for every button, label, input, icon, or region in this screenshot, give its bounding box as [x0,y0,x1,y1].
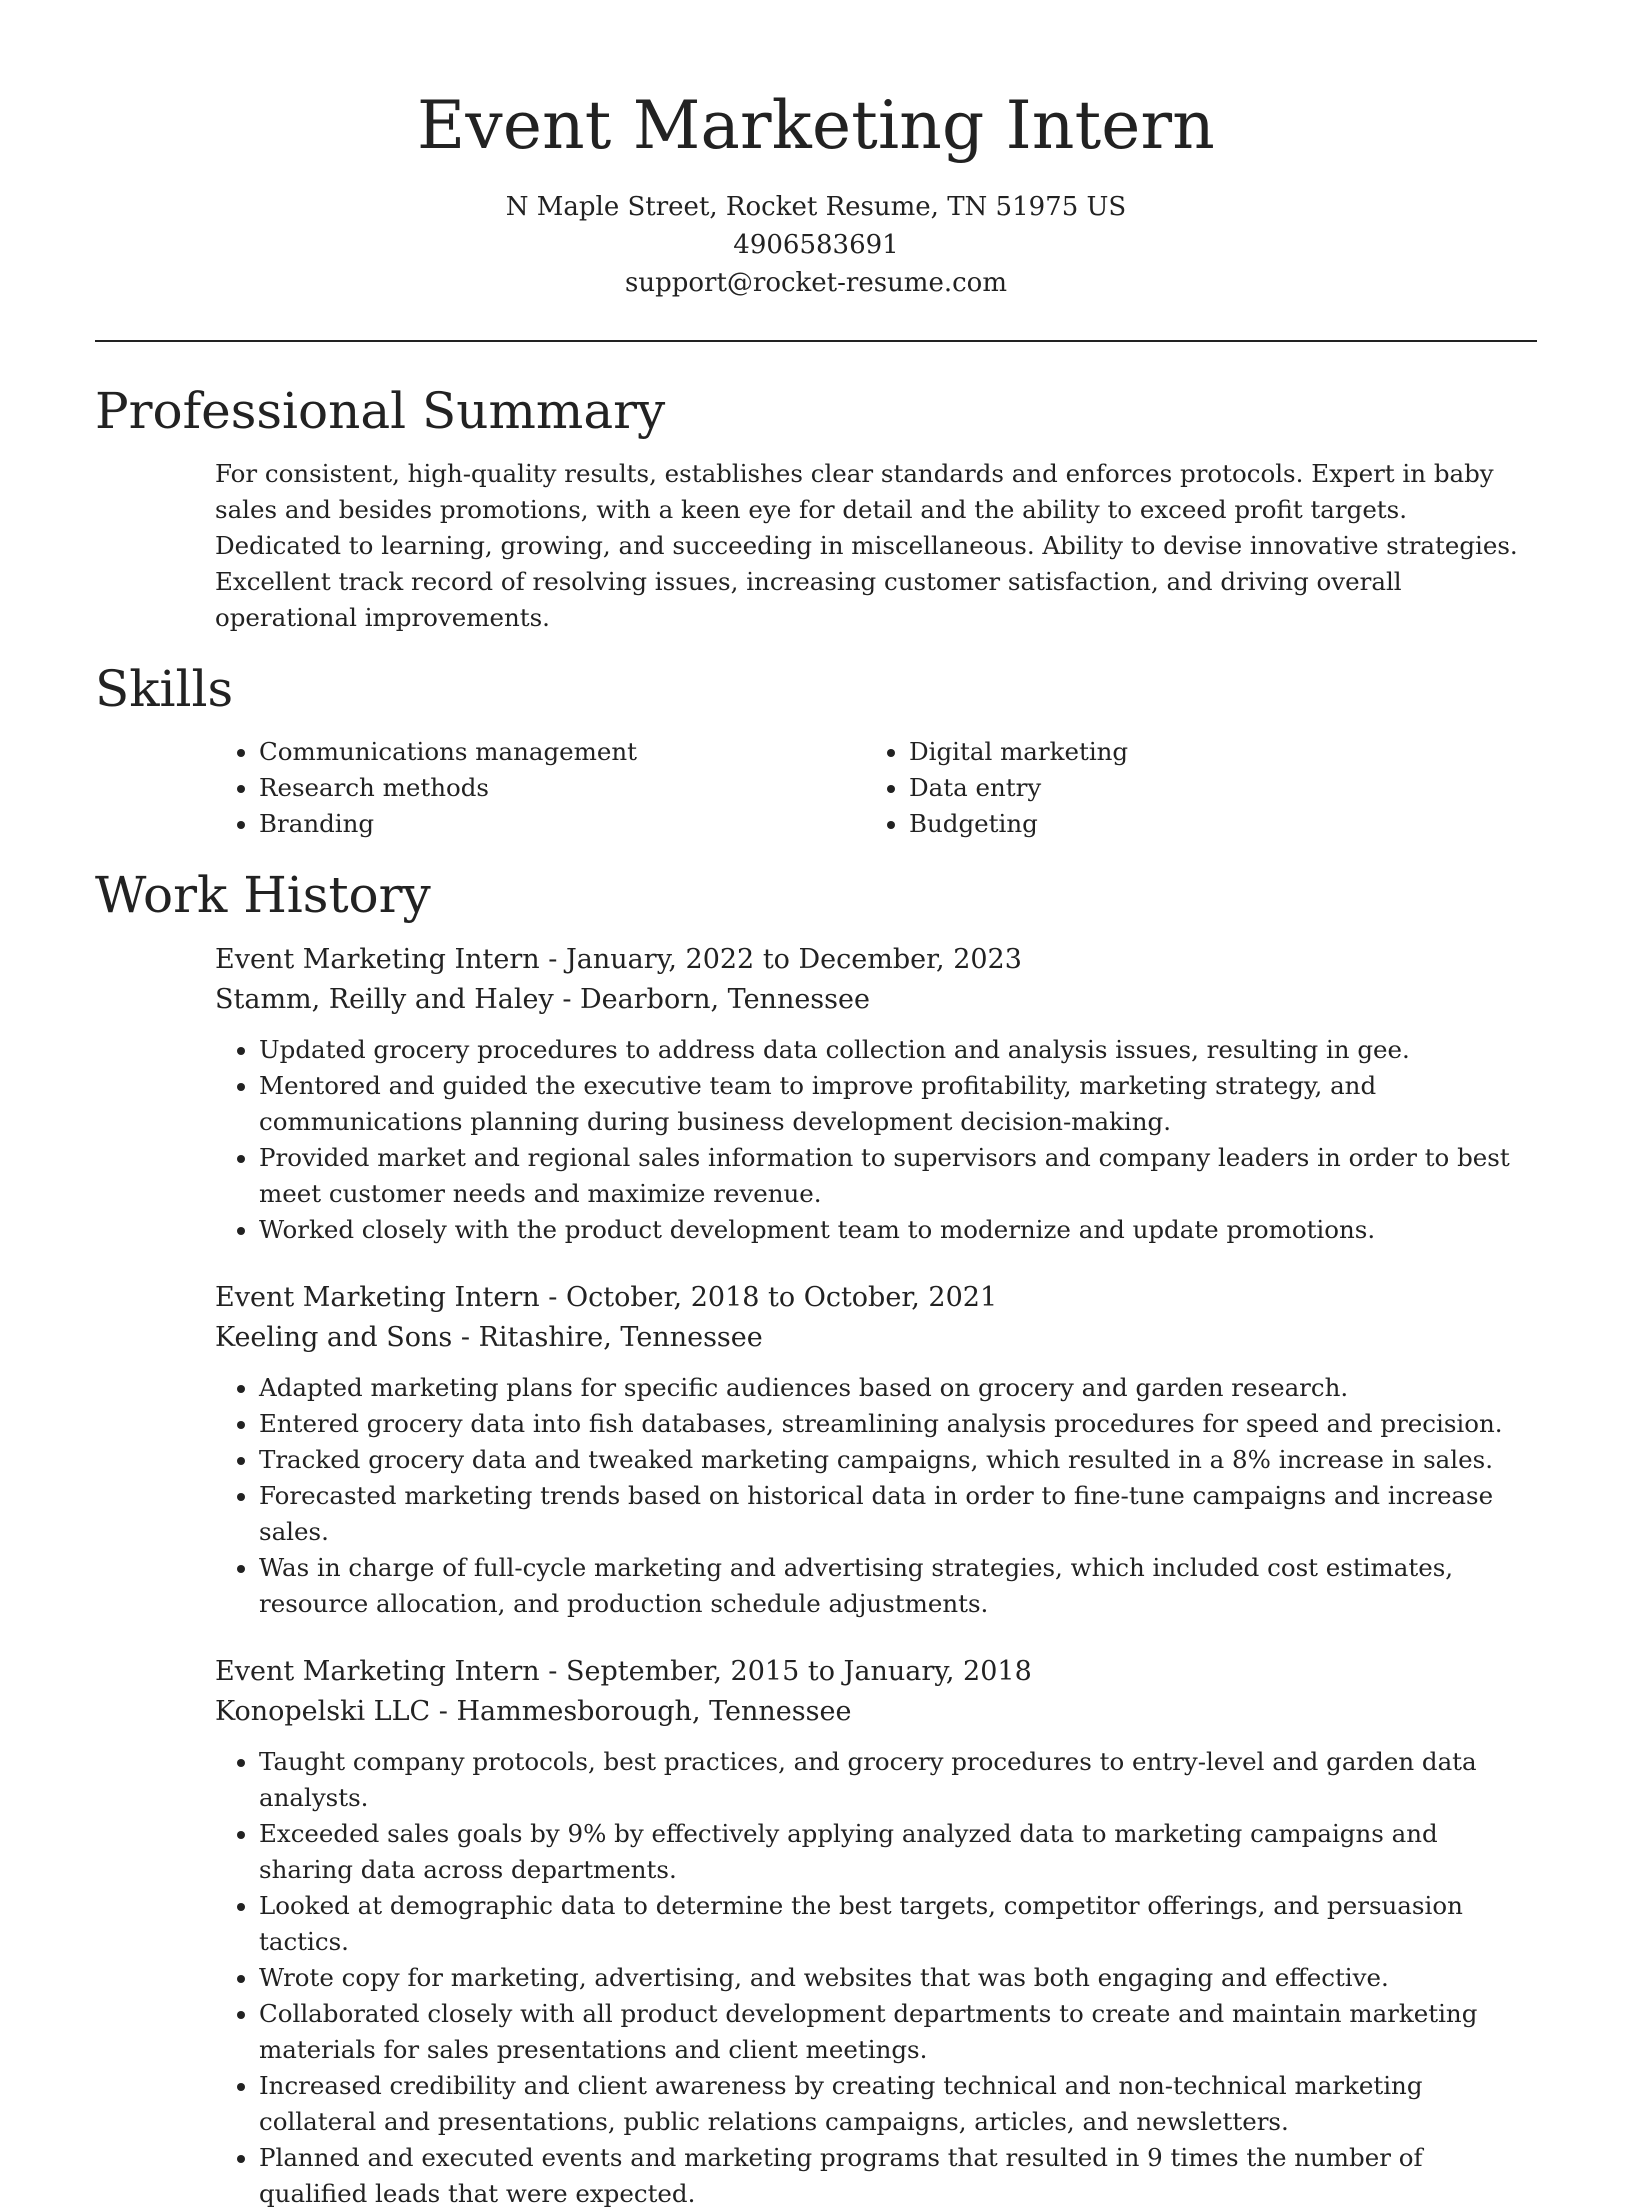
skills-section [95,658,1537,842]
job-dates: October, 2018 to October, 2021 [565,1282,998,1313]
job-bullet: • Updated grocery procedures to address data collection and analysis issues, resulting in gee. [259,1032,1537,1068]
skills-grid [215,734,1537,842]
job-title: Event Marketing Intern [215,1282,540,1313]
job-bullet: • Increased credibility and client awareness by creating technical and non-technical marketing collateral and presentations, public relations campaigns, articles, and newsletters. [259,2068,1537,2140]
skill-item: • Budgeting [909,806,1515,842]
job-location: Hammesborough, Tennessee [456,1696,852,1727]
contact-phone: 4906583691 [733,230,899,260]
job-bullet: • Worked closely with the product development team to modernize and update promotions. [259,1212,1537,1248]
job-dates: September, 2015 to January, 2018 [565,1656,1032,1687]
job-company-line: Keeling and Sons - Ritashire, Tennessee [215,1322,763,1353]
job-bullet: • Collaborated closely with all product development departments to create and maintain marketing materials for sales presentations and client meetings. [259,1996,1537,2068]
job-company-line: Stamm, Reilly and Haley - Dearborn, Tennessee [215,984,870,1015]
contact-address: N Maple Street, Rocket Resume, TN 51975 US [505,192,1127,222]
job-bullet: • Wrote copy for marketing, advertising, and websites that was both engaging and effective. [259,1960,1537,1996]
skill-item: • Data entry [909,770,1515,806]
skill-item: • Branding [259,806,865,842]
job-bullet: • Was in charge of full-cycle marketing and advertising strategies, which included cost estimates, resource allocation, and production schedule adjustments. [259,1550,1537,1622]
job-bullet: • Mentored and guided the executive team to improve profitability, marketing strategy, and communications planning during business development decision-making. [259,1068,1537,1140]
job-bullet: • Tracked grocery data and tweaked marketing campaigns, which resulted in a 8% increase in sales. [259,1442,1537,1478]
professional-summary-text: For consistent, high-quality results, establishes clear standards and enforces protocols. Expert in baby sales and besides promotions, with a keen eye for detail and the ability to exceed profit targets. Dedicated to learning, growing, and succeeding in miscellaneous. Ability to devise innovative strategies. Excellent track record of resolving issues, increasing customer satisfaction, and driving overall operational improvements. [215,459,1518,632]
skill-item: • Digital marketing [909,734,1515,770]
job-bullet: • Looked at demographic data to determine the best targets, competitor offerings, and persuasion tactics. [259,1888,1537,1960]
job-company: Stamm, Reilly and Haley [215,984,554,1015]
job-title: Event Marketing Intern [215,1656,540,1687]
work-history-section [95,864,1537,2212]
job-title: Event Marketing Intern [215,944,540,975]
job-company-line: Konopelski LLC - Hammesborough, Tennessee [215,1696,852,1727]
skill-item: • Research methods [259,770,865,806]
job-dates: January, 2022 to December, 2023 [565,944,1022,975]
job-bullet: • Exceeded sales goals by 9% by effectively applying analyzed data to marketing campaigns and sharing data across departments. [259,1816,1537,1888]
professional-summary-section [95,380,1537,636]
job-location: Dearborn, Tennessee [580,984,870,1015]
job-entry [215,1278,1537,1622]
header-divider [95,340,1537,342]
job-title-line: Event Marketing Intern - September, 2015 to January, 2018 [215,1656,1032,1687]
job-bullet: • Entered grocery data into fish databases, streamlining analysis procedures for speed and precision. [259,1406,1537,1442]
job-location: Ritashire, Tennessee [478,1322,763,1353]
job-bullet-list [215,1744,1537,2212]
job-bullet-list [215,1032,1537,1248]
job-entry [215,1652,1537,2212]
job-bullet-list [215,1370,1537,1622]
job-title-line: Event Marketing Intern - October, 2018 to October, 2021 [215,1282,998,1313]
job-title-line: Event Marketing Intern - January, 2022 to December, 2023 [215,944,1022,975]
contact-email: support@rocket-resume.com [624,268,1007,298]
skills-left-column [215,734,865,842]
work-history-heading: Work History [95,866,431,924]
professional-summary-heading: Professional Summary [95,382,666,440]
job-bullet: • Planned and executed events and marketing programs that resulted in 9 times the number of qualified leads that were expected. [259,2140,1537,2212]
resume-header [95,0,1537,302]
job-bullet: • Provided market and regional sales information to supervisors and company leaders in order to best meet customer needs and maximize revenue. [259,1140,1537,1212]
job-company: Konopelski LLC [215,1696,431,1727]
skills-right-column [865,734,1515,842]
job-bullet: • Forecasted marketing trends based on historical data in order to fine-tune campaigns and increase sales. [259,1478,1537,1550]
job-company: Keeling and Sons [215,1322,453,1353]
skills-heading: Skills [95,660,234,718]
skill-item: • Communications management [259,734,865,770]
job-entry [215,940,1537,1248]
job-bullet: • Adapted marketing plans for specific audiences based on grocery and garden research. [259,1370,1537,1406]
resume-name: Event Marketing Intern [416,87,1216,164]
job-bullet: • Taught company protocols, best practices, and grocery procedures to entry-level and garden data analysts. [259,1744,1537,1816]
